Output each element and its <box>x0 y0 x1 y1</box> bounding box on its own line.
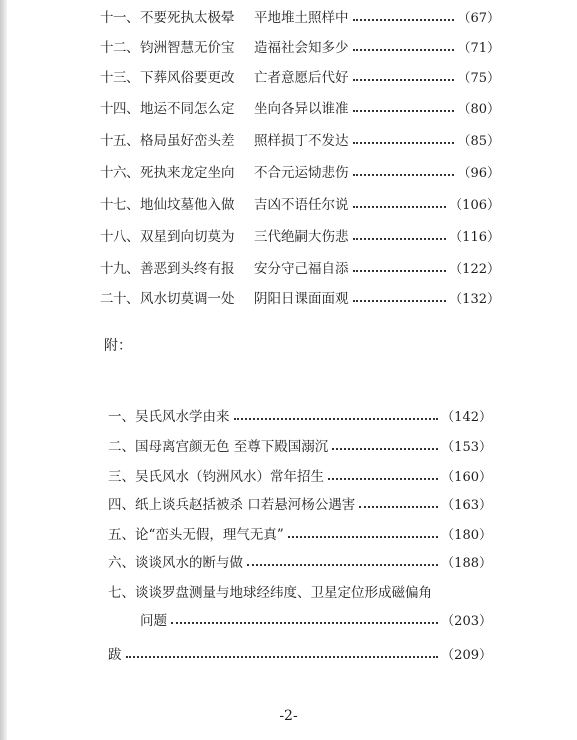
toc-title-first: 善恶到头终有报 <box>140 261 235 277</box>
appendix-title: 一、吴氏风水学由来 <box>108 409 230 425</box>
appendix-item <box>108 641 492 665</box>
toc-number: 十九、 <box>100 261 139 277</box>
toc-page: （75） <box>457 70 500 86</box>
appendix-title: 三、吴氏风水（钧洲风水）常年招生 <box>108 469 324 485</box>
toc-number: 十三、 <box>100 70 139 86</box>
leader-dots <box>353 299 447 302</box>
leader-dots <box>353 48 455 51</box>
leader-dots <box>353 109 455 112</box>
appendix-heading: 附： <box>104 338 132 354</box>
toc-number: 十四、 <box>100 101 139 117</box>
appendix-title: 问题 <box>140 613 167 629</box>
toc-page: （116） <box>449 229 500 245</box>
leader-dots <box>353 173 455 176</box>
toc-title-second: 不合元运恸悲伤 <box>254 165 349 181</box>
leader-dots <box>353 205 447 208</box>
leader-dots <box>288 535 438 538</box>
toc-number: 十一、 <box>100 10 139 26</box>
toc-title-second: 照样损丁不发达 <box>254 133 349 149</box>
toc-title-first: 下葬风俗要更改 <box>140 70 235 86</box>
toc-page: （122） <box>449 261 500 277</box>
leader-dots <box>353 18 455 21</box>
appendix-page: （163） <box>441 497 492 513</box>
leader-dots <box>359 505 438 508</box>
toc-title-first: 死执来龙定坐向 <box>140 165 235 181</box>
toc-title-first: 格局虽好峦头差 <box>140 133 235 149</box>
toc-page: （80） <box>457 101 500 117</box>
appendix-page: （160） <box>441 469 492 485</box>
toc-number: 十六、 <box>100 165 139 181</box>
toc-row <box>100 191 500 215</box>
appendix-item <box>108 521 492 545</box>
toc-title-second: 阴阳日课面面观 <box>254 291 349 307</box>
appendix-title: 跋 <box>108 647 122 663</box>
leader-dots <box>353 237 447 240</box>
toc-row <box>100 34 500 58</box>
toc-number: 二十、 <box>100 291 139 307</box>
toc-page: （71） <box>457 40 500 56</box>
leader-dots <box>247 563 438 566</box>
appendix-item <box>108 433 492 457</box>
appendix-page: （188） <box>441 555 492 571</box>
toc-title-first: 地运不同怎么定 <box>140 101 235 117</box>
toc-row <box>100 223 500 247</box>
toc-title-first: 不要死执太极晕 <box>140 10 235 26</box>
toc-row <box>100 127 500 151</box>
leader-dots <box>353 141 455 144</box>
appendix-item <box>108 463 492 487</box>
toc-row <box>100 4 500 28</box>
toc-title-first: 钧洲智慧无价宝 <box>140 40 235 56</box>
toc-row <box>100 255 500 279</box>
appendix-title: 七、谈谈罗盘测量与地球经纬度、卫星定位形成磁偏角 <box>108 585 432 601</box>
appendix-title: 六、谈谈风水的断与做 <box>108 555 243 571</box>
appendix-page: （180） <box>441 527 492 543</box>
appendix-title: 四、纸上谈兵赵括被杀 口若悬河杨公遇害 <box>108 497 356 513</box>
appendix-title: 五、论“峦头无假，理气无真” <box>108 527 284 543</box>
appendix-item <box>108 579 492 603</box>
toc-title-second: 安分守己福自添 <box>254 261 349 277</box>
leader-dots <box>234 417 439 420</box>
toc-title-first: 地仙坟墓他入做 <box>140 197 235 213</box>
toc-title-second: 造福社会知多少 <box>254 40 349 56</box>
appendix-item <box>108 491 492 515</box>
page-number: -2- <box>279 708 298 724</box>
toc-row <box>100 285 500 309</box>
appendix-page: （209） <box>441 647 492 663</box>
appendix-item <box>108 549 492 573</box>
toc-page: （85） <box>457 133 500 149</box>
appendix-page: （153） <box>441 439 492 455</box>
toc-title-second: 亡者意愿后代好 <box>254 70 349 86</box>
toc-title-second: 平地堆土照样中 <box>254 10 349 26</box>
toc-number: 十五、 <box>100 133 139 149</box>
leader-dots <box>332 447 438 450</box>
toc-row <box>100 95 500 119</box>
leader-dots <box>353 78 455 81</box>
appendix-page: （142） <box>441 409 492 425</box>
toc-row <box>100 64 500 88</box>
leader-dots <box>126 655 439 658</box>
toc-page: （96） <box>457 165 500 181</box>
toc-page: （132） <box>449 291 500 307</box>
toc-title-first: 双星到向切莫为 <box>140 229 235 245</box>
appendix-item <box>140 607 492 631</box>
toc-number: 十七、 <box>100 197 139 213</box>
leader-dots <box>353 269 447 272</box>
toc-title-second: 三代绝嗣大伤悲 <box>254 229 349 245</box>
toc-number: 十二、 <box>100 40 139 56</box>
toc-page: （106） <box>449 197 500 213</box>
toc-title-second: 吉凶不语任尔说 <box>254 197 349 213</box>
toc-page: （67） <box>457 10 500 26</box>
toc-title-first: 风水切莫调一处 <box>140 291 235 307</box>
page-left-edge <box>0 0 7 740</box>
appendix-item <box>108 403 492 427</box>
toc-title-second: 坐向各异以谁准 <box>254 101 349 117</box>
toc-row <box>100 159 500 183</box>
leader-dots <box>328 477 438 480</box>
appendix-page: （203） <box>441 613 492 629</box>
leader-dots <box>171 621 438 624</box>
toc-number: 十八、 <box>100 229 139 245</box>
appendix-title: 二、国母离宫颜无色 至尊下殿国溺沉 <box>108 439 329 455</box>
